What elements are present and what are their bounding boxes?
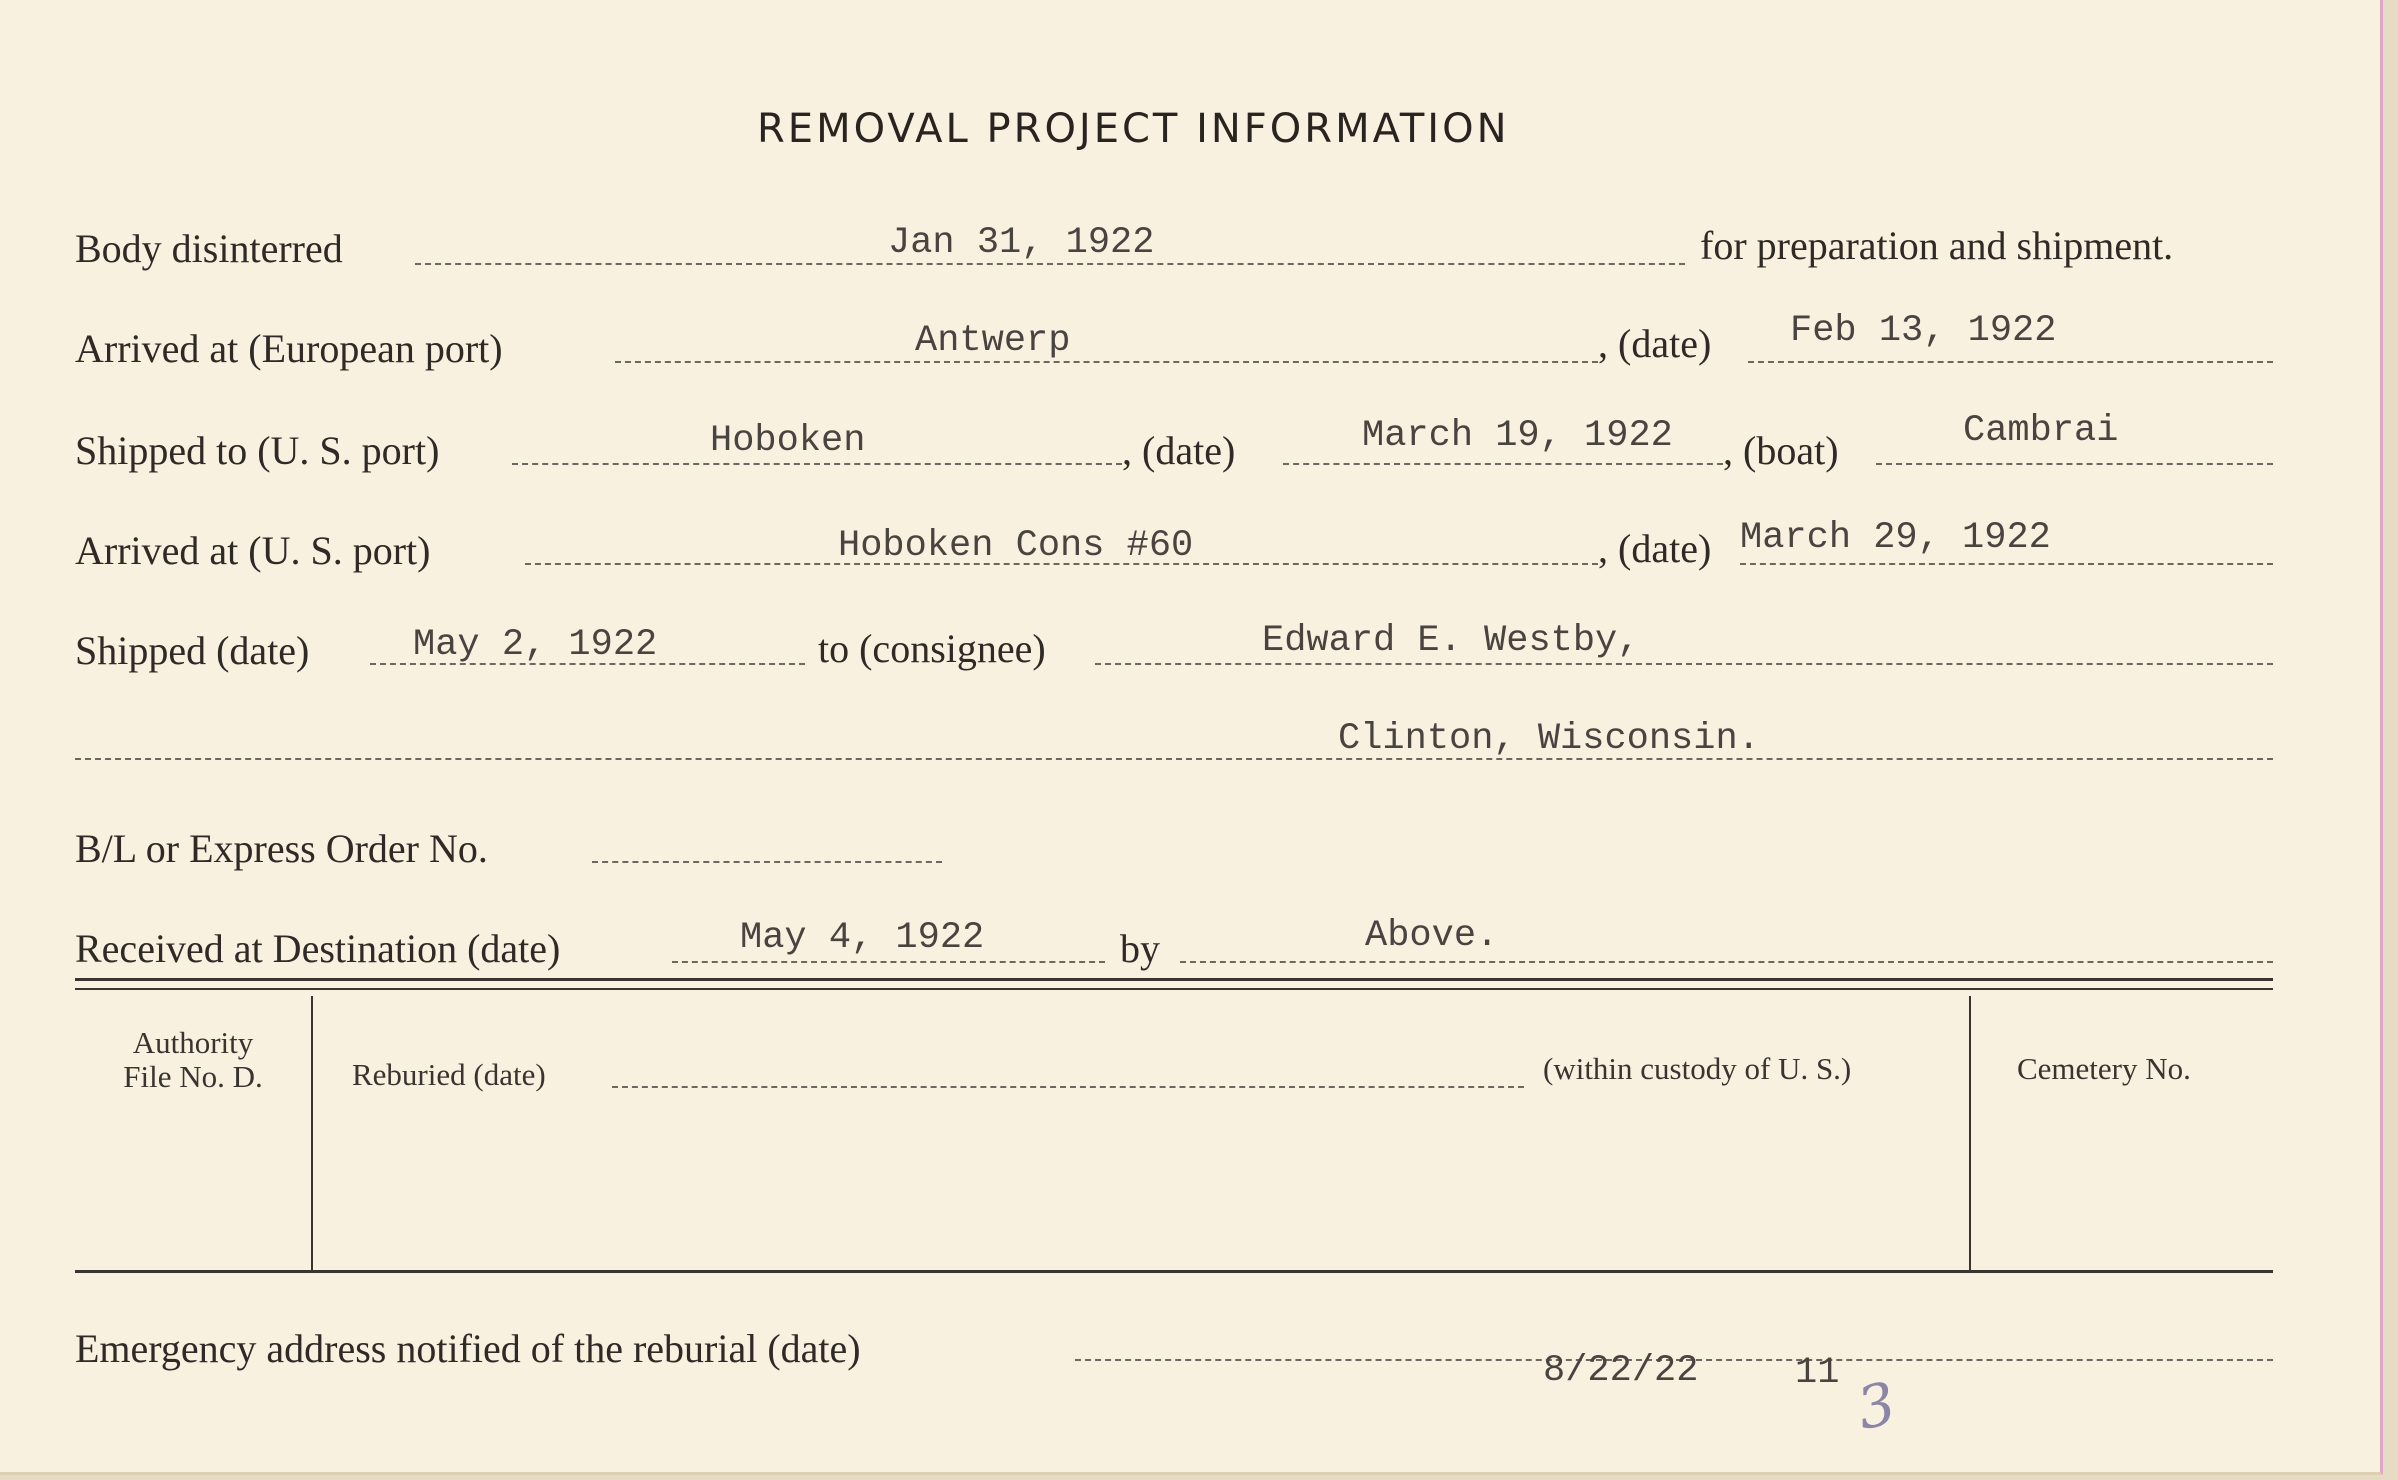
boat-value: Cambrai <box>1963 410 2119 452</box>
consignee-address-value: Clinton, Wisconsin. <box>1338 718 1760 760</box>
consignee-label: to (consignee) <box>818 626 1046 671</box>
us-arrival-date-value: March 29, 1922 <box>1740 517 2051 559</box>
table-divider <box>1969 996 1971 1270</box>
emergency-date-value: 8/22/22 <box>1543 1350 1699 1392</box>
us-arrival-date-label: , (date) <box>1598 526 1712 571</box>
dotted-line <box>592 861 942 863</box>
dotted-line <box>1740 563 2273 565</box>
european-port-label: Arrived at (European port) <box>75 326 503 371</box>
shipped-date-label: , (date) <box>1122 428 1236 473</box>
shipped-date-label-2: Shipped (date) <box>75 628 310 673</box>
by-label: by <box>1120 926 1160 971</box>
us-port-label: Arrived at (U. S. port) <box>75 528 431 573</box>
dotted-line <box>1876 463 2273 465</box>
european-date-value: Feb 13, 1922 <box>1790 310 2057 352</box>
shipped-to-port-value: Hoboken <box>710 420 866 462</box>
emergency-label: Emergency address notified of the reburial (date) <box>75 1326 861 1371</box>
us-port-value: Hoboken Cons #60 <box>838 525 1194 567</box>
emergency-mark: 11 <box>1795 1352 1840 1394</box>
table-top-rule <box>75 978 2273 981</box>
boat-label: , (boat) <box>1723 428 1839 473</box>
dotted-line <box>672 961 1105 963</box>
authority-file-cell <box>75 1026 311 1094</box>
dotted-line <box>512 463 1122 465</box>
consignee-value: Edward E. Westby, <box>1262 620 1640 662</box>
shipped-to-label: Shipped to (U. S. port) <box>75 428 440 473</box>
european-port-value: Antwerp <box>915 320 1071 362</box>
dotted-line <box>612 1086 1524 1088</box>
european-date-label: , (date) <box>1598 321 1712 366</box>
reburied-label: Reburied (date) <box>352 1057 546 1092</box>
cemetery-no-label: Cemetery No. <box>2017 1051 2191 1086</box>
table-bottom-rule <box>75 1270 2273 1273</box>
card-title: REMOVAL PROJECT INFORMATION <box>757 106 1510 152</box>
handwritten-mark: 3 <box>1851 1368 1902 1444</box>
body-disinterred-label: Body disinterred <box>75 226 343 271</box>
shipped-date-value: March 19, 1922 <box>1362 415 1673 457</box>
authority-label: Authority <box>132 1025 254 1060</box>
table-divider <box>311 996 313 1270</box>
file-no-label: File No. D. <box>123 1059 263 1094</box>
table-top-rule-inner <box>75 988 2273 990</box>
preparation-shipment-label: for preparation and shipment. <box>1700 223 2174 268</box>
bl-express-label: B/L or Express Order No. <box>75 826 488 871</box>
shipped-date-value-2: May 2, 1922 <box>413 624 658 666</box>
dotted-line <box>1180 961 2273 963</box>
disinterred-date-value: Jan 31, 1922 <box>888 222 1155 264</box>
received-destination-label: Received at Destination (date) <box>75 926 561 971</box>
dotted-line <box>1095 663 2273 665</box>
dotted-line <box>1748 361 2273 363</box>
received-date-value: May 4, 1922 <box>740 917 985 959</box>
dotted-line <box>615 361 1598 363</box>
dotted-line <box>75 758 2273 760</box>
dotted-line <box>1283 463 1723 465</box>
received-by-value: Above. <box>1365 915 1499 957</box>
custody-label: (within custody of U. S.) <box>1543 1051 1852 1086</box>
